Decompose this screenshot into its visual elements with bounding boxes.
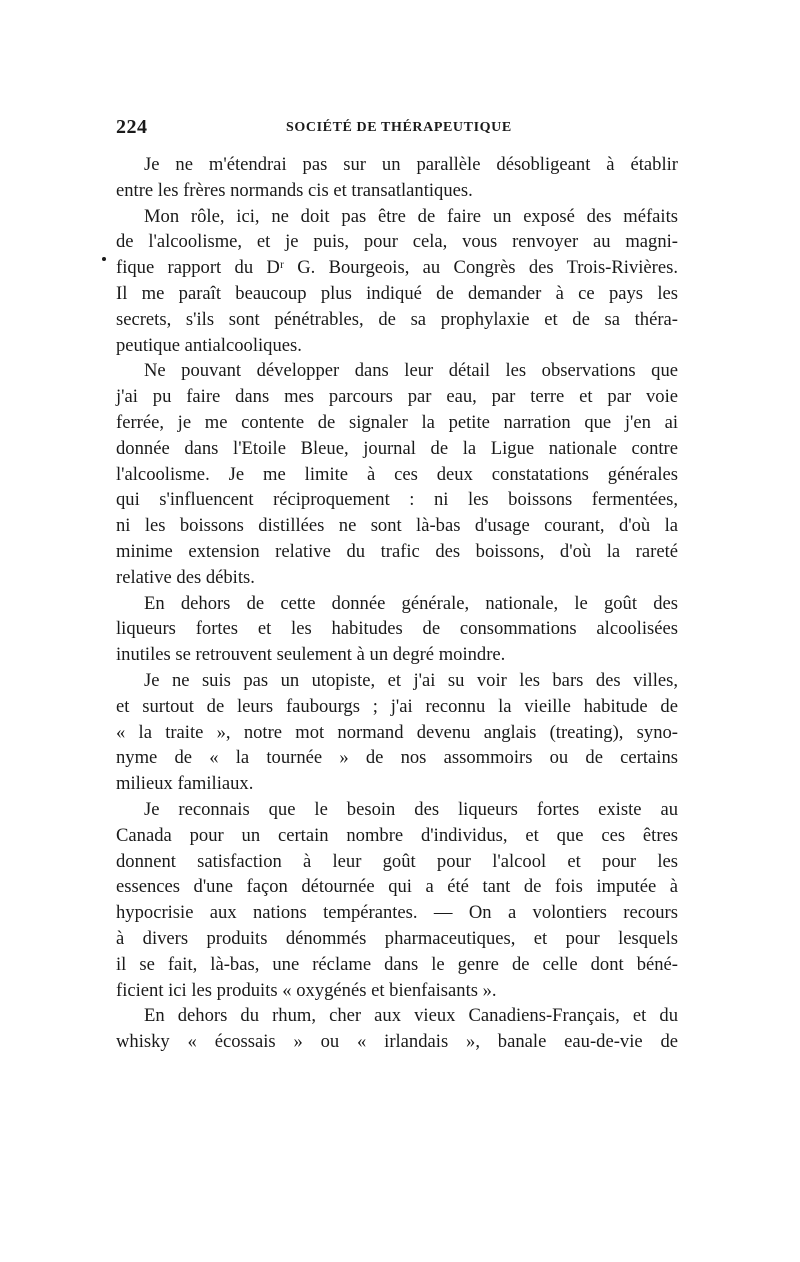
text-line: et surtout de leurs faubourgs ; j'ai reconnu la vieille habitude de [116,695,678,717]
text-line: qui s'influencent réciproquement : ni les boissons fermentées, [116,489,678,511]
text-line: Je reconnais que le besoin des liqueurs fortes existe au [144,798,678,820]
text-line: En dehors de cette donnée générale, nationale, le goût des [144,592,678,614]
text-line: j'ai pu faire dans mes parcours par eau, par terre et par voie [116,386,678,408]
text-line: à divers produits dénommés pharmaceutiques, et pour lesquels [116,927,678,949]
text-line: donnent satisfaction à leur goût pour l'alcool et pour les [116,850,678,872]
text-line: Je ne m'étendrai pas sur un parallèle désobligeant à établir [144,154,678,175]
text-line: hypocrisie aux nations tempérantes. — On a volontiers recours [116,902,678,924]
text-line: relative des débits. [116,566,255,588]
text-line: milieux familiaux. [116,773,254,795]
text-line: ferrée, je me contente de signaler la petite narration que j'en ai [116,411,678,433]
text-line: Mon rôle, ici, ne doit pas être de faire un exposé des méfaits [144,205,678,227]
text-line: Ne pouvant développer dans leur détail les observations que [144,360,678,382]
text-line: En dehors du rhum, cher aux vieux Canadiens-Français, et du [144,1005,678,1027]
text-line: peutique antialcooliques. [116,334,302,356]
margin-mark [102,257,106,261]
text-line: minime extension relative du trafic des boissons, d'où la rareté [116,540,678,562]
text-line: donnée dans l'Etoile Bleue, journal de la Ligue nationale contre [116,437,678,459]
text-line: secrets, s'ils sont pénétrables, de sa prophylaxie et de sa théra- [116,308,678,330]
text-line: Je ne suis pas un utopiste, et j'ai su voir les bars des villes, [144,669,678,691]
text-line: Il me paraît beaucoup plus indiqué de demander à ce pays les [116,282,678,304]
text-line: Canada pour un certain nombre d'individus, et que ces êtres [116,824,678,846]
text-line: fique rapport du Dʳ G. Bourgeois, au Congrès des Trois-Rivières. [116,257,678,279]
body-text [116,152,678,1055]
text-line: de l'alcoolisme, et je puis, pour cela, vous renvoyer au magni- [116,231,678,253]
text-line: inutiles se retrouvent seulement à un degré moindre. [116,644,506,666]
text-line: whisky « écossais » ou « irlandais », banale eau-de-vie de [116,1031,678,1053]
text-line: il se fait, là-bas, une réclame dans le genre de celle dont béné- [116,953,678,975]
text-line: nyme de « la tournée » de nos assommoirs ou de certains [116,747,678,769]
text-line: ni les boissons distillées ne sont là-bas d'usage courant, d'où la [116,515,678,537]
page-number: 224 [116,116,148,138]
page-header [116,116,676,140]
text-line: l'alcoolisme. Je me limite à ces deux constatations générales [116,463,678,485]
text-line: ficient ici les produits « oxygénés et bienfaisants ». [116,979,497,1001]
text-line: entre les frères normands cis et transatlantiques. [116,179,473,201]
text-line: essences d'une façon détournée qui a été tant de fois imputée à [116,876,678,898]
text-line: liqueurs fortes et les habitudes de consommations alcoolisées [116,618,678,640]
running-head: SOCIÉTÉ DE THÉRAPEUTIQUE [286,120,512,135]
text-line: « la traite », notre mot normand devenu anglais (treating), syno- [116,721,678,743]
